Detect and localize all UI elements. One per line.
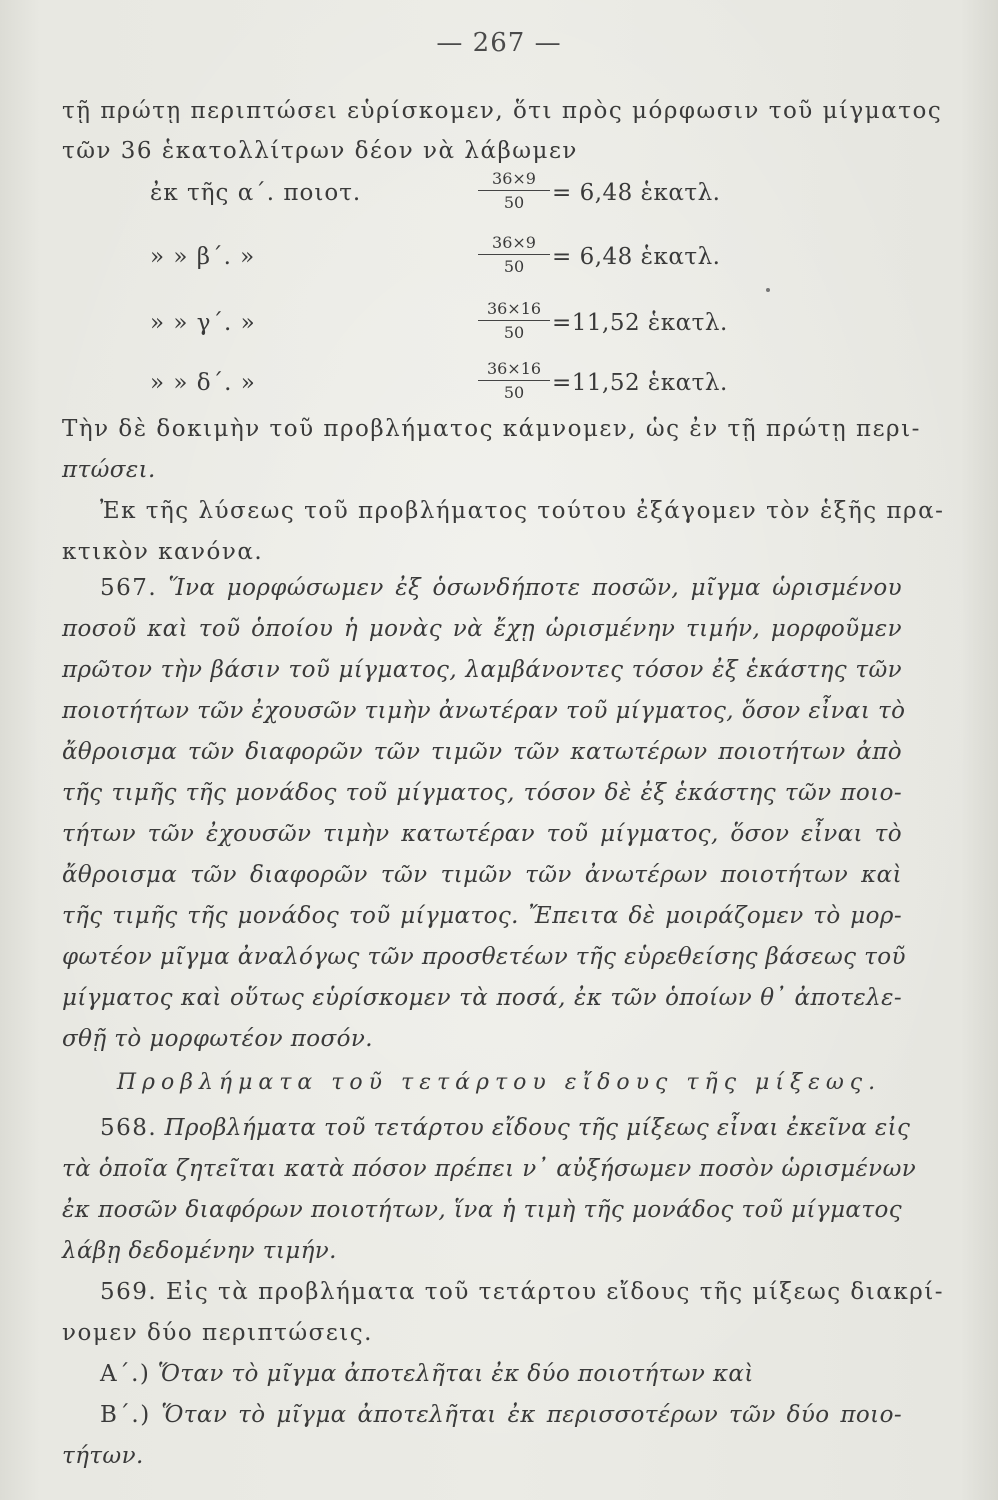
section-567-line-2: ποσοῦ καὶ τοῦ ὁποίου ἡ μονὰς νὰ ἔχῃ ὡρισμένην τιμήν, μορφοῦμεν xyxy=(62,616,902,642)
computation-result: =11,52 ἑκατλ. xyxy=(552,370,728,396)
section-569-line-2: νομεν δύο περιπτώσεις. xyxy=(62,1320,373,1346)
case-label: Α΄.) xyxy=(100,1361,151,1387)
section-568-line-4: λάβῃ δεδομένην τιμήν. xyxy=(62,1238,337,1264)
section-567-line-1: 567. Ἵνα μορφώσωμεν ἐξ ὁσωνδήποτε ποσῶν, μῖγμα ὡρισμένου xyxy=(100,575,902,601)
fraction: $\frac{36\times 16}{50}$ xyxy=(478,300,550,342)
fraction: $\frac{36\times 16}{50}$ xyxy=(478,360,550,402)
computation-label: ἐκ τῆς α΄. ποιοτ. xyxy=(150,180,362,206)
computation-label: » » δ΄. » xyxy=(150,370,256,396)
computation-label: » » γ΄. » xyxy=(150,310,256,336)
case-text: Ὅταν τὸ μῖγμα ἀποτελῆται ἐκ δύο ποιοτήτων καὶ xyxy=(157,1361,754,1387)
section-568-line-2: τὰ ὁποῖα ζητεῖται κατὰ πόσον πρέπει ν᾽ αὐξήσωμεν ποσὸν ὡρισμένων xyxy=(62,1156,917,1182)
fraction: $\frac{36\times 9}{50}$ xyxy=(478,234,550,276)
computation-result: = 6,48 ἑκατλ. xyxy=(552,244,721,270)
section-567-line-10: φωτέον μῖγμα ἀναλόγως τῶν προσθετέων τῆς εὑρεθείσης βάσεως τοῦ xyxy=(62,944,906,970)
rule-line-1: Ἐκ τῆς λύσεως τοῦ προβλήματος τούτου ἐξάγομεν τὸν ἑξῆς πρα- xyxy=(100,498,945,524)
section-567-line-9: τῆς τιμῆς τῆς μονάδος τοῦ μίγματος. Ἔπειτα δὲ μοιράζομεν τὸ μορ- xyxy=(62,903,902,929)
section-number: 567. xyxy=(100,575,158,601)
intro-line-1: τῇ πρώτῃ περιπτώσει εὑρίσκομεν, ὅτι πρὸς μόρφωσιν τοῦ μίγματος xyxy=(62,98,943,124)
section-heading: Προβλήματα τοῦ τετάρτου εἴδους τῆς μίξεως. xyxy=(116,1070,882,1095)
section-567-line-12: σθῇ τὸ μορφωτέον ποσόν. xyxy=(62,1026,373,1052)
case-b-end: τήτων. xyxy=(62,1443,144,1469)
computation-result: = 6,48 ἑκατλ. xyxy=(552,180,721,206)
section-567-line-11: μίγματος καὶ οὕτως εὑρίσκομεν τὰ ποσά, ἐκ τῶν ὁποίων θ᾽ ἀποτελε- xyxy=(62,985,902,1011)
check-line-2: πτώσει. xyxy=(62,457,156,483)
case-a xyxy=(100,1359,754,1389)
section-569-line-1: 569. Εἰς τὰ προβλήματα τοῦ τετάρτου εἴδους τῆς μίξεως διακρί- xyxy=(100,1279,945,1305)
print-speck xyxy=(766,288,770,292)
section-number: 568. xyxy=(100,1115,158,1141)
section-567-line-7: τήτων τῶν ἐχουσῶν τιμὴν κατωτέραν τοῦ μίγματος, ὅσον εἶναι τὸ xyxy=(62,821,902,847)
computation-row-1 xyxy=(150,170,790,216)
case-label: Β΄.) xyxy=(100,1402,151,1428)
section-567-line-5: ἄθροισμα τῶν διαφορῶν τῶν τιμῶν τῶν κατωτέρων ποιοτήτων ἀπὸ xyxy=(62,739,902,765)
intro-line-2: τῶν 36 ἑκατολλίτρων δέον νὰ λάβωμεν xyxy=(62,138,578,164)
page-number: — 267 — xyxy=(436,28,562,58)
computation-label: » » β΄. » xyxy=(150,244,256,270)
check-line-1: Τὴν δὲ δοκιμὴν τοῦ προβλήματος κάμνομεν, ὡς ἐν τῇ πρώτῃ περι- xyxy=(62,416,921,442)
section-567-line-6: τῆς τιμῆς τῆς μονάδος τοῦ μίγματος, τόσον δὲ ἐξ ἑκάστης τῶν ποιο- xyxy=(62,780,902,806)
section-568-line-3: ἐκ ποσῶν διαφόρων ποιοτήτων, ἵνα ἡ τιμὴ τῆς μονάδος τοῦ μίγματος xyxy=(62,1197,902,1223)
fraction: $\frac{36\times 9}{50}$ xyxy=(478,170,550,212)
computation-result: =11,52 ἑκατλ. xyxy=(552,310,728,336)
computation-row-4 xyxy=(150,360,790,406)
section-567-line-8: ἄθροισμα τῶν διαφορῶν τῶν τιμῶν τῶν ἀνωτέρων ποιοτήτων καὶ xyxy=(62,862,902,888)
case-text: Ὅταν τὸ μῖγμα ἀποτελῆται ἐκ περισσοτέρων τῶν δύο ποιο- xyxy=(161,1402,902,1428)
computation-row-2 xyxy=(150,234,790,280)
case-b xyxy=(100,1400,902,1430)
section-568-line-1: 568. Προβλήματα τοῦ τετάρτου εἴδους τῆς μίξεως εἶναι ἐκεῖνα εἰς xyxy=(100,1115,911,1141)
computation-row-3 xyxy=(150,300,790,346)
section-567-line-4: ποιοτήτων τῶν ἐχουσῶν τιμὴν ἀνωτέραν τοῦ μίγματος, ὅσον εἶναι τὸ xyxy=(62,698,906,724)
section-567-line-3: πρῶτον τὴν βάσιν τοῦ μίγματος, λαμβάνοντες τόσον ἐξ ἑκάστης τῶν xyxy=(62,657,902,683)
rule-line-2: κτικὸν κανόνα. xyxy=(62,539,264,565)
section-number: 569. xyxy=(100,1279,158,1305)
